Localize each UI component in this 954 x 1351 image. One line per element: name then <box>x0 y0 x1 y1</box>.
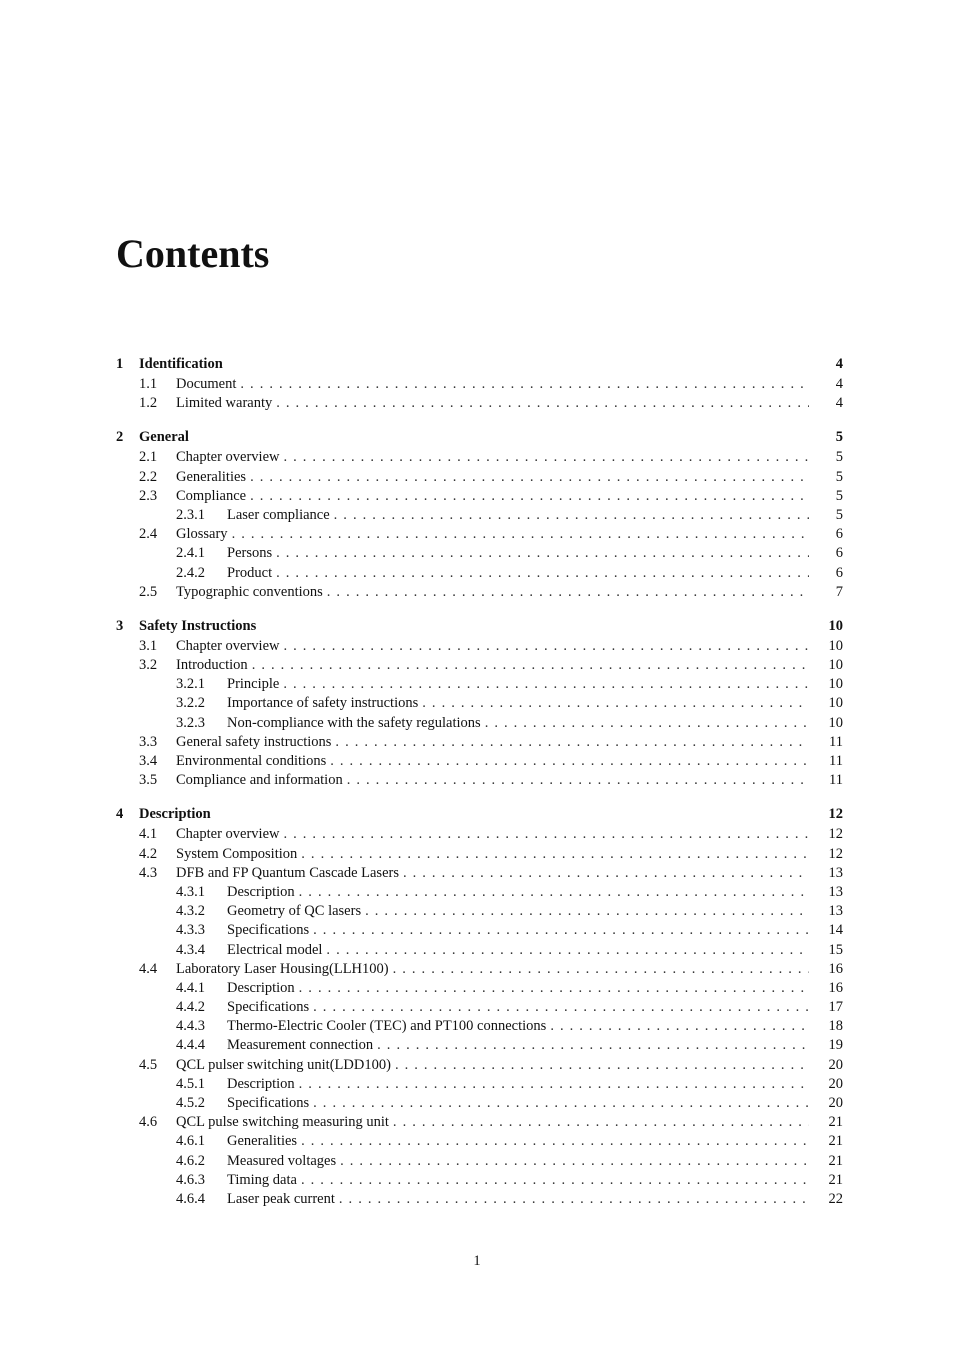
toc-dot-leader <box>232 526 809 543</box>
toc-entry-title: Limited waranty <box>176 395 273 412</box>
toc-entry-title: Description <box>227 883 295 900</box>
toc-entry-number: 4.3.4 <box>176 941 205 958</box>
toc-chapter-title: Identification <box>139 356 223 372</box>
toc-page-number: 6 <box>835 526 843 543</box>
toc-entry-number: 3.2 <box>139 657 158 674</box>
toc-dot-leader <box>395 1057 809 1074</box>
toc-page-number: 10 <box>828 695 843 712</box>
toc-entry-number: 3.5 <box>139 772 158 789</box>
toc-chapter-block <box>116 806 843 1210</box>
toc-entry-number: 4.6.1 <box>176 1133 205 1150</box>
toc-entry-title: Specifications <box>227 922 310 939</box>
toc-entry-title: Generalities <box>176 468 247 485</box>
toc-entry-title: Importance of safety instructions <box>227 695 419 712</box>
toc-entry-title: Electrical model <box>227 941 323 958</box>
toc-section-entry[interactable] <box>116 772 843 791</box>
toc-entry-number: 2.4 <box>139 526 158 543</box>
toc-dot-leader <box>340 1153 809 1170</box>
toc-entry-title: Chapter overview <box>176 449 280 466</box>
toc-subsection-entry[interactable] <box>116 695 843 714</box>
toc-entry-number: 1.1 <box>139 376 158 392</box>
toc-section-entry[interactable] <box>116 826 843 845</box>
toc-page-number: 4 <box>835 376 843 392</box>
toc-subsection-entry[interactable] <box>116 676 843 695</box>
toc-entry-number: 4.1 <box>139 826 158 843</box>
toc-page-number: 20 <box>828 1056 843 1073</box>
toc-page-number: 5 <box>835 429 843 446</box>
toc-dot-leader <box>330 753 809 770</box>
toc-page-number: 17 <box>828 999 843 1016</box>
toc-entry-number: 2.1 <box>139 449 158 466</box>
toc-chapter-title: General <box>139 429 189 446</box>
toc-section-entry[interactable] <box>116 526 843 545</box>
toc-subsection-entry[interactable] <box>116 1133 843 1152</box>
toc-entry-title: Non-compliance with the safety regulations <box>227 714 481 731</box>
toc-entry-title: Environmental conditions <box>176 753 327 769</box>
toc-subsection-entry[interactable] <box>116 1095 843 1114</box>
toc-chapter-number: 2 <box>116 429 124 446</box>
toc-entry-title: Laboratory Laser Housing(LLH100) <box>176 960 389 977</box>
toc-entry-number: 4.3.3 <box>176 922 205 939</box>
toc-entry-number: 4.6.3 <box>176 1171 205 1188</box>
toc-page-number: 11 <box>829 733 843 750</box>
toc-entry-title: Compliance <box>176 487 247 504</box>
toc-entry-title: QCL pulser switching unit(LDD100) <box>176 1056 391 1073</box>
toc-dot-leader <box>276 545 809 562</box>
toc-dot-leader <box>393 1114 809 1131</box>
toc-entry-title: Laser peak current <box>227 1190 335 1207</box>
toc-page-number: 10 <box>828 617 843 634</box>
toc-dot-leader <box>313 922 809 939</box>
toc-dot-leader <box>403 865 809 882</box>
toc-dot-leader <box>283 449 809 466</box>
toc-page-number: 18 <box>828 1018 843 1035</box>
toc-page-number: 12 <box>828 845 843 862</box>
toc-entry-title: Geometry of QC lasers <box>227 903 362 920</box>
toc-dot-leader <box>252 657 809 674</box>
toc-entry-number: 4.4.1 <box>176 979 205 996</box>
toc-page-number: 22 <box>828 1190 843 1207</box>
toc-section-entry[interactable] <box>116 961 843 980</box>
toc-chapter-number: 4 <box>116 806 124 823</box>
toc-page-number: 21 <box>828 1114 843 1131</box>
toc-chapter-entry[interactable] <box>116 618 843 638</box>
toc-chapter-title: Safety Instructions <box>139 617 257 634</box>
toc-page-number: 21 <box>828 1171 843 1188</box>
toc-dot-leader <box>283 676 809 693</box>
toc-dot-leader <box>339 1191 809 1208</box>
toc-entry-number: 2.2 <box>139 468 158 485</box>
toc-chapter-entry[interactable] <box>116 806 843 826</box>
toc-entry-title: Thermo-Electric Cooler (TEC) and PT100 connections <box>227 1018 547 1035</box>
toc-entry-title: Specifications <box>227 1095 310 1111</box>
toc-page-number: 20 <box>828 1095 843 1111</box>
page-number: 1 <box>473 1253 481 1269</box>
toc-section-entry[interactable] <box>116 488 843 507</box>
toc-page-number: 20 <box>828 1075 843 1092</box>
toc-subsection-entry[interactable] <box>116 884 843 903</box>
toc-chapter-block <box>116 356 843 414</box>
toc-page-number: 21 <box>828 1152 843 1169</box>
toc-entry-number: 4.4.2 <box>176 999 205 1016</box>
toc-page-number: 6 <box>835 545 843 562</box>
toc-section-entry[interactable] <box>116 865 843 884</box>
toc-subsection-entry[interactable] <box>116 545 843 564</box>
toc-page-number: 5 <box>835 506 843 523</box>
toc-subsection-entry[interactable] <box>116 922 843 941</box>
toc-entry-title: System Composition <box>176 845 298 862</box>
toc-dot-leader <box>347 772 809 789</box>
toc-chapter-number: 3 <box>116 617 124 634</box>
toc-entry-number: 4.3.1 <box>176 883 205 900</box>
toc-dot-leader <box>283 638 809 655</box>
toc-subsection-entry[interactable] <box>116 1076 843 1095</box>
toc-section-entry[interactable] <box>116 657 843 676</box>
toc-subsection-entry[interactable] <box>116 903 843 922</box>
toc-dot-leader <box>485 715 809 732</box>
toc-entry-number: 3.1 <box>139 637 158 654</box>
toc-subsection-entry[interactable] <box>116 1172 843 1191</box>
toc-page-number: 12 <box>828 806 843 823</box>
toc-page-number: 16 <box>828 960 843 977</box>
toc-entry-number: 2.3 <box>139 487 158 504</box>
toc-entry-number: 4.6.2 <box>176 1152 205 1169</box>
toc-entry-number: 2.3.1 <box>176 506 205 523</box>
toc-page-number: 5 <box>835 487 843 504</box>
toc-dot-leader <box>393 961 809 978</box>
toc-dot-leader <box>240 376 809 393</box>
toc-section-entry[interactable] <box>116 638 843 657</box>
toc-entry-title: Principle <box>227 676 280 693</box>
toc-entry-title: Measurement connection <box>227 1037 374 1054</box>
toc-entry-number: 4.3.2 <box>176 903 205 920</box>
toc-section-entry[interactable] <box>116 753 843 772</box>
toc-dot-leader <box>377 1037 809 1054</box>
toc-entry-number: 2.4.2 <box>176 564 205 581</box>
toc-subsection-entry[interactable] <box>116 980 843 999</box>
toc-page-number: 21 <box>828 1133 843 1150</box>
toc-page-number: 10 <box>828 676 843 693</box>
toc-entry-title: Description <box>227 1075 295 1092</box>
toc-page-number: 10 <box>828 657 843 674</box>
toc-chapter-entry[interactable] <box>116 356 843 376</box>
toc-entry-number: 2.4.1 <box>176 545 205 562</box>
toc-page-number: 7 <box>835 583 843 600</box>
toc-page-number: 10 <box>828 714 843 731</box>
toc-subsection-entry[interactable] <box>116 942 843 961</box>
toc-entry-title: Generalities <box>227 1133 298 1150</box>
toc-entry-number: 4.6 <box>139 1114 158 1131</box>
toc-entry-title: Glossary <box>176 526 228 543</box>
toc-dot-leader <box>422 695 809 712</box>
toc-entry-number: 4.2 <box>139 845 158 862</box>
toc-dot-leader <box>313 1095 809 1112</box>
toc-subsection-entry[interactable] <box>116 507 843 526</box>
toc-entry-number: 3.4 <box>139 753 158 769</box>
toc-page-number: 13 <box>828 883 843 900</box>
toc-chapter-title: Description <box>139 806 211 823</box>
toc-subsection-entry[interactable] <box>116 715 843 734</box>
toc-dot-leader <box>276 565 809 582</box>
toc-section-entry[interactable] <box>116 1114 843 1133</box>
toc-page-number: 5 <box>835 449 843 466</box>
table-of-contents <box>116 356 843 1225</box>
toc-dot-leader <box>313 999 809 1016</box>
toc-subsection-entry[interactable] <box>116 565 843 584</box>
toc-entry-number: 1.2 <box>139 395 158 412</box>
toc-entry-title: Typographic conventions <box>176 583 323 600</box>
toc-section-entry[interactable] <box>116 395 843 414</box>
toc-entry-title: Chapter overview <box>176 826 280 843</box>
toc-page-number: 14 <box>828 922 843 939</box>
toc-page-number: 16 <box>828 979 843 996</box>
toc-entry-title: Laser compliance <box>227 506 330 523</box>
toc-chapter-entry[interactable] <box>116 429 843 449</box>
toc-section-entry[interactable] <box>116 376 843 395</box>
toc-entry-title: Chapter overview <box>176 637 280 654</box>
toc-dot-leader <box>283 826 809 843</box>
toc-page-number: 12 <box>828 826 843 843</box>
toc-entry-title: Product <box>227 564 273 581</box>
toc-dot-leader <box>334 507 809 524</box>
toc-page-number: 6 <box>835 564 843 581</box>
toc-dot-leader <box>250 488 809 505</box>
toc-dot-leader <box>299 1076 809 1093</box>
toc-entry-title: QCL pulse switching measuring unit <box>176 1114 389 1131</box>
toc-entry-title: Persons <box>227 545 273 562</box>
toc-section-entry[interactable] <box>116 734 843 753</box>
toc-dot-leader <box>301 846 809 863</box>
toc-entry-number: 3.2.2 <box>176 695 205 712</box>
toc-entry-number: 3.3 <box>139 733 158 750</box>
toc-entry-title: DFB and FP Quantum Cascade Lasers <box>176 864 399 881</box>
toc-entry-title: Timing data <box>227 1171 297 1188</box>
toc-page-number: 15 <box>828 941 843 958</box>
toc-chapter-number: 1 <box>116 356 124 372</box>
toc-dot-leader <box>301 1133 809 1150</box>
toc-dot-leader <box>550 1018 809 1035</box>
toc-subsection-entry[interactable] <box>116 1191 843 1210</box>
toc-page-number: 5 <box>835 468 843 485</box>
toc-entry-title: Compliance and information <box>176 772 343 789</box>
toc-entry-number: 4.5.1 <box>176 1075 205 1092</box>
toc-page-number: 19 <box>828 1037 843 1054</box>
toc-section-entry[interactable] <box>116 449 843 468</box>
toc-section-entry[interactable] <box>116 469 843 488</box>
toc-entry-number: 4.5 <box>139 1056 158 1073</box>
toc-entry-number: 4.6.4 <box>176 1190 205 1207</box>
toc-entry-number: 3.2.3 <box>176 714 205 731</box>
toc-entry-title: Introduction <box>176 657 248 674</box>
toc-subsection-entry[interactable] <box>116 1018 843 1037</box>
toc-entry-number: 4.5.2 <box>176 1095 205 1111</box>
toc-page-number: 13 <box>828 864 843 881</box>
toc-entry-title: General safety instructions <box>176 733 332 750</box>
toc-subsection-entry[interactable] <box>116 1037 843 1056</box>
toc-entry-title: Specifications <box>227 999 310 1016</box>
toc-page-number: 10 <box>828 637 843 654</box>
toc-dot-leader <box>301 1172 809 1189</box>
toc-dot-leader <box>326 942 809 959</box>
toc-dot-leader <box>299 980 809 997</box>
toc-dot-leader <box>365 903 809 920</box>
toc-section-entry[interactable] <box>116 1057 843 1076</box>
toc-entry-number: 3.2.1 <box>176 676 205 693</box>
toc-dot-leader <box>335 734 809 751</box>
page-title: Contents <box>116 231 270 276</box>
toc-page-number: 4 <box>835 395 843 412</box>
toc-section-entry[interactable] <box>116 846 843 865</box>
toc-section-entry[interactable] <box>116 584 843 603</box>
toc-entry-title: Measured voltages <box>227 1152 337 1169</box>
toc-entry-number: 4.3 <box>139 864 158 881</box>
toc-dot-leader <box>327 584 809 601</box>
toc-chapter-block <box>116 429 843 603</box>
toc-entry-title: Description <box>227 979 295 996</box>
toc-entry-number: 4.4 <box>139 960 158 977</box>
toc-page-number: 11 <box>829 772 843 789</box>
toc-subsection-entry[interactable] <box>116 999 843 1018</box>
toc-entry-number: 4.4.3 <box>176 1018 205 1035</box>
toc-entry-title: Document <box>176 376 237 392</box>
toc-page-number: 11 <box>829 753 843 769</box>
toc-dot-leader <box>276 395 809 412</box>
toc-entry-number: 4.4.4 <box>176 1037 205 1054</box>
toc-entry-number: 2.5 <box>139 583 158 600</box>
toc-subsection-entry[interactable] <box>116 1153 843 1172</box>
toc-dot-leader <box>250 469 809 486</box>
toc-page-number: 4 <box>835 356 843 372</box>
toc-chapter-block <box>116 618 843 792</box>
toc-page-number: 13 <box>828 903 843 920</box>
toc-dot-leader <box>299 884 809 901</box>
